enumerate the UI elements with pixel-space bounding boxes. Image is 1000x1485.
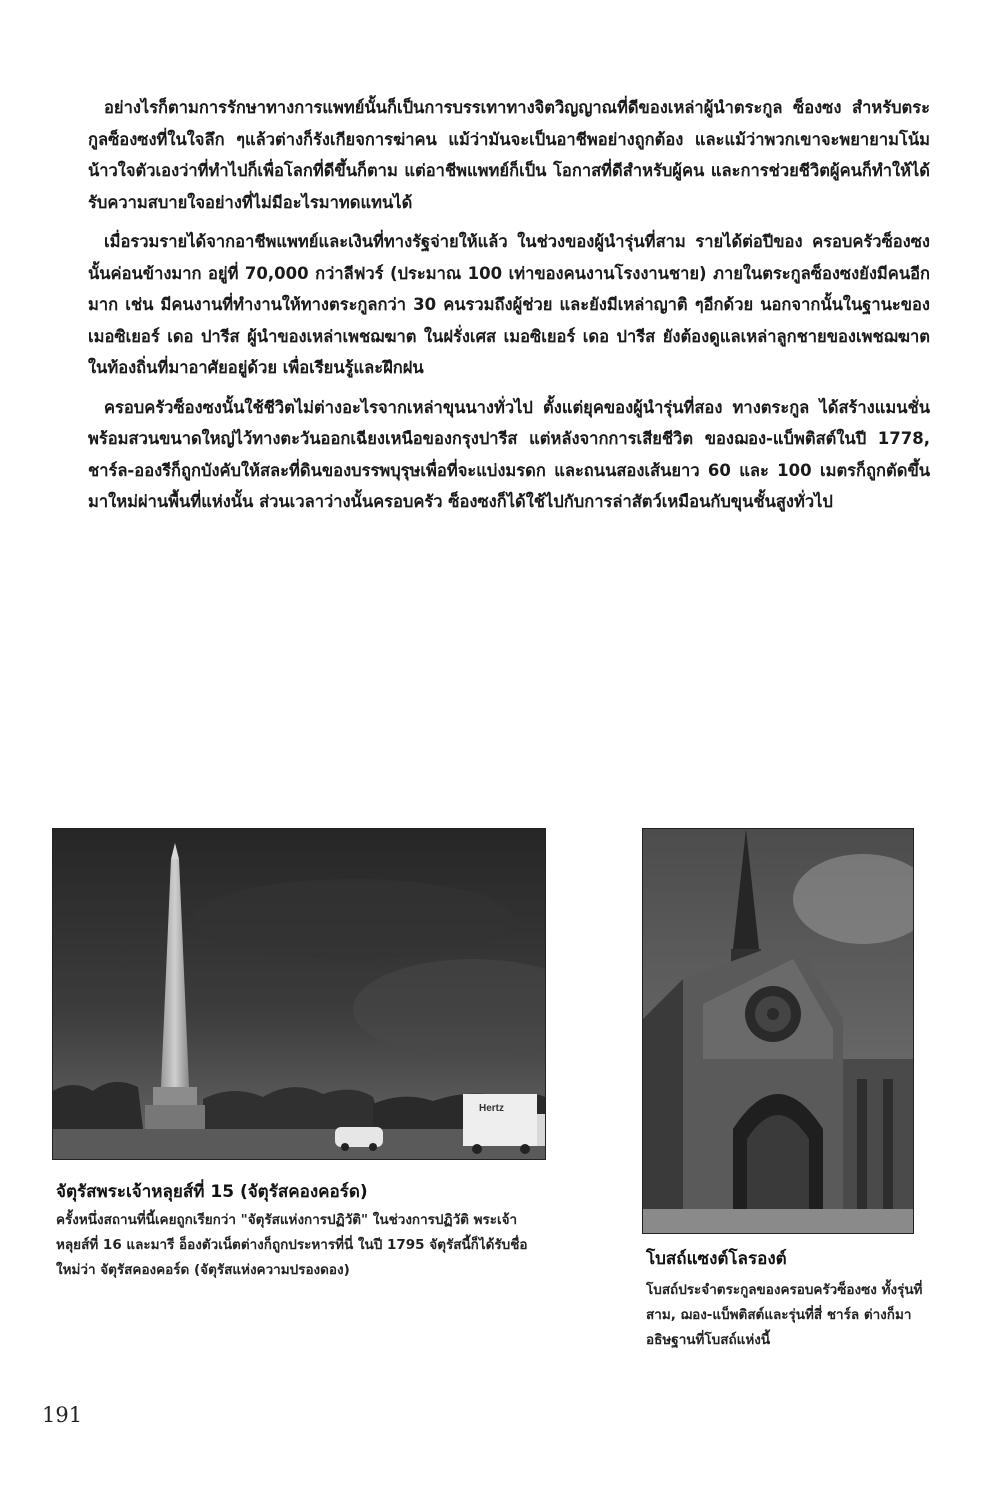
page-number: 191 — [42, 1403, 83, 1427]
body-text — [88, 92, 930, 526]
caption-right-body: โบสถ์ประจำตระกูลของครอบครัวซ็องซง ทั้งรุ่นที่สาม, ฌอง-แบ็พติสต์และรุ่นที่สี่ ชาร์ล ต่างก็มาอธิษฐานที่โบสถ์แห่งนี้ — [646, 1282, 923, 1348]
obelisk-photo-image — [53, 829, 545, 1159]
church-photo-image — [643, 829, 913, 1233]
paragraph-1: อย่างไรก็ตามการรักษาทางการแพทย์นั้นก็เป็นการบรรเทาทางจิตวิญญาณที่ดีของเหล่าผู้นำตระกูล ซ็องซง สำหรับตระกูลซ็องซงที่ในใจลึก ๆแล้วต่างก็รังเกียจการฆ่าคน แม้ว่ามันจะเป็นอาชีพอย่างถูกต้อง และแม้ว่าพวกเขาจะพยายามโน้มน้าวใจตัวเองว่าที่ทำไปก็เพื่อโลกที่ดีขึ้นก็ตาม แต่อาชีพแพทย์ก็เป็น โอกาสที่ดีสำหรับผู้คน และการช่วยชีวิตผู้คนก็ทำให้ได้รับความสบายใจอย่างที่ไม่มีอะไรมาทดแทนได้ — [88, 98, 930, 212]
truck-logo-text: Hertz — [479, 1103, 505, 1114]
caption-left-title: จัตุรัสพระเจ้าหลุยส์ที่ 15 (จัตุรัสคองคอร์ด) — [56, 1182, 368, 1202]
caption-right-title: โบสถ์แซงต์โลรองต์ — [646, 1249, 787, 1269]
paragraph-3: ครอบครัวซ็องซงนั้นใช้ชีวิตไม่ต่างอะไรจากเหล่าขุนนางทั่วไป ตั้งแต่ยุคของผู้นำรุ่นที่สอง ทางตระกูล ได้สร้างแมนชั่นพร้อมสวนขนาดใหญ่ไว้ทางตะวันออกเฉียงเหนือของกรุงปารีส แต่หลังจากการเสียชีวิต ของฌอง-แบ็พติสต์ในปี 1778, ชาร์ล-อองรีก็ถูกบังคับให้สละที่ดินของบรรพบุรุษเพื่อที่จะแบ่งมรดก และถนนสองเส้นยาว 60 และ 100 เมตรก็ถูกตัดขึ้นมาใหม่ผ่านพื้นที่แห่งนั้น ส่วนเวลาว่างนั้นครอบครัว ซ็องซงก็ได้ใช้ไปกับการล่าสัตว์เหมือนกับขุนชั้นสูงทั่วไป — [88, 397, 930, 511]
photo-saint-laurent-church — [642, 828, 914, 1234]
photo-place-de-la-concorde — [52, 828, 546, 1160]
paragraph-2: เมื่อรวมรายได้จากอาชีพแพทย์และเงินที่ทางรัฐจ่ายให้แล้ว ในช่วงของผู้นำรุ่นที่สาม รายได้ต่อปีของ ครอบครัวซ็องซงนั้นค่อนข้างมาก อยู่ที่ 70,000 กว่าลีฟวร์ (ประมาณ 100 เท่าของคนงานโรงงานชาย) ภายในตระกูลซ็องซงยังมีคนอีกมาก เช่น มีคนงานที่ทำงานให้ทางตระกูลกว่า 30 คนรวมถึงผู้ช่วย และยังมีเหล่าญาติ ๆอีกด้วย นอกจากนั้นในฐานะของเมอซิเยอร์ เดอ ปารีส ผู้นำของเหล่าเพชฌฆาต ในฝรั่งเศส เมอซิเยอร์ เดอ ปารีส ยังต้องดูแลเหล่าลูกชายของเพชฌฆาตในท้องถิ่นที่มาอาศัยอยู่ด้วย เพื่อเรียนรู้และฝึกฝน — [88, 232, 930, 377]
caption-left-body: ครั้งหนึ่งสถานที่นี้เคยถูกเรียกว่า "จัตุรัสแห่งการปฏิวัติ" ในช่วงการปฏิวัติ พระเจ้าหลุยส์ที่ 16 และมารี อ็องตัวเน็ตต่างก็ถูกประหารที่นี่ ในปี 1795 จัตุรัสนี้ก็ได้รับชื่อใหม่ว่า จัตุรัสคองคอร์ด (จัตุรัสแห่งความปรองดอง) — [56, 1212, 528, 1278]
